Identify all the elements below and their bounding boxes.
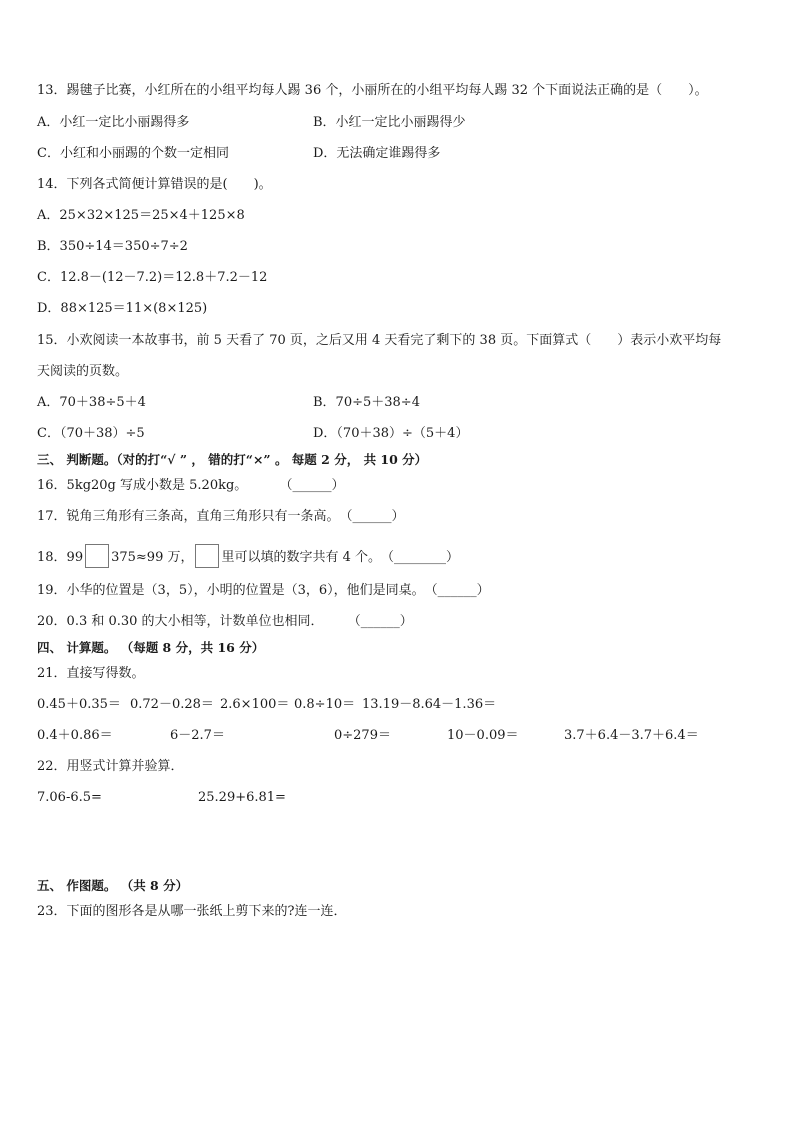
q21-item: 3.7＋6.4－3.7＋6.4＝: [564, 728, 699, 743]
q19-answer-blank[interactable]: （______）: [424, 583, 490, 598]
q21-item: 13.19－8.64－1.36＝: [362, 697, 497, 712]
q19: [37, 582, 490, 600]
q22-item: 25.29+6.81=: [198, 790, 286, 805]
q20-text: 20．0.3 和 0.30 的大小相等，计数单位也相同．: [37, 614, 324, 629]
section5-title: 五、 作图题。 （共 8 分）: [37, 878, 189, 893]
q16-text: 16．5kg20g 写成小数是 5.20kg。: [37, 478, 248, 493]
q14-option-c: C．12.8－(12－7.2)＝12.8＋7.2－12: [37, 270, 268, 285]
q18-digit-box[interactable]: [85, 544, 109, 568]
q22-stem: 22．用竖式计算并验算．: [37, 759, 184, 774]
q21-item: 0.45＋0.35＝: [37, 697, 121, 712]
q13-option-a: A．小红一定比小丽踢得多: [37, 115, 190, 130]
section4-title: 四、 计算题。 （每题 8 分，共 16 分）: [37, 640, 265, 655]
q21-item: 0.72－0.28＝: [130, 697, 214, 712]
q20-answer-blank[interactable]: （______）: [347, 614, 413, 629]
q18-answer-blank[interactable]: （________）: [381, 550, 460, 565]
q15-option-a: A．70＋38÷5＋4: [37, 395, 146, 410]
q15-stem-line2: 天阅读的页数。: [37, 364, 129, 379]
q21-item: 0.8÷10＝: [294, 697, 356, 712]
q18-text-post: 里可以填的数字共有 4 个。: [221, 550, 382, 565]
q22-item: 7.06-6.5=: [37, 790, 102, 805]
q16: [37, 477, 344, 495]
q17: [37, 508, 405, 526]
q14-option-d: D．88×125＝11×(8×125): [37, 301, 208, 316]
q21-item: 6－2.7＝: [170, 728, 225, 743]
q15-stem-line1: 15．小欢阅读一本故事书，前 5 天看了 70 页，之后又用 4 天看完了剩下的 38 页。下面算式（ ）表示小欢平均每: [37, 333, 722, 348]
q23-stem: 23．下面的图形各是从哪一张纸上剪下来的?连一连．: [37, 904, 347, 919]
q18-text-mid: 375≈99 万，: [111, 550, 194, 565]
q15-option-c: C．（70＋38）÷5: [37, 426, 145, 441]
q14-option-b: B．350÷14＝350÷7÷2: [37, 239, 188, 254]
q16-answer-blank[interactable]: （______）: [279, 478, 345, 493]
q18: [37, 544, 459, 568]
q21-stem: 21．直接写得数。: [37, 666, 145, 681]
q21-item: 0.4＋0.86＝: [37, 728, 113, 743]
q15-option-d: D．（70＋38）÷（5＋4）: [313, 426, 469, 441]
q13-option-c: C．小红和小丽踢的个数一定相同: [37, 146, 229, 161]
q13-option-d: D．无法确定谁踢得多: [313, 146, 441, 161]
q20: [37, 613, 413, 631]
q14-stem: 14．下列各式简便计算错误的是( )。: [37, 177, 272, 192]
q21-item: 0÷279＝: [334, 728, 391, 743]
q21-item: 10－0.09＝: [447, 728, 519, 743]
q14-option-a: A．25×32×125＝25×4＋125×8: [37, 208, 245, 223]
q13-stem: 13．踢毽子比赛，小红所在的小组平均每人踢 36 个，小丽所在的小组平均每人踢 32 个下面说法正确的是（ ）。: [37, 83, 708, 98]
q13-option-b: B．小红一定比小丽踢得少: [313, 115, 466, 130]
q18-text-pre: 18．99: [37, 550, 84, 565]
q18-digit-box-reference: [195, 544, 219, 568]
q17-text: 17．锐角三角形有三条高，直角三角形只有一条高。: [37, 509, 340, 524]
section3-title: 三、 判断题。（对的打“√ ” ， 错的打“×” 。 每题 2 分， 共 10 分）: [37, 452, 428, 467]
q21-item: 2.6×100＝: [220, 697, 290, 712]
q17-answer-blank[interactable]: （______）: [339, 509, 405, 524]
q15-option-b: B．70÷5＋38÷4: [313, 395, 420, 410]
q19-text: 19．小华的位置是（3，5），小明的位置是（3，6），他们是同桌。: [37, 583, 425, 598]
